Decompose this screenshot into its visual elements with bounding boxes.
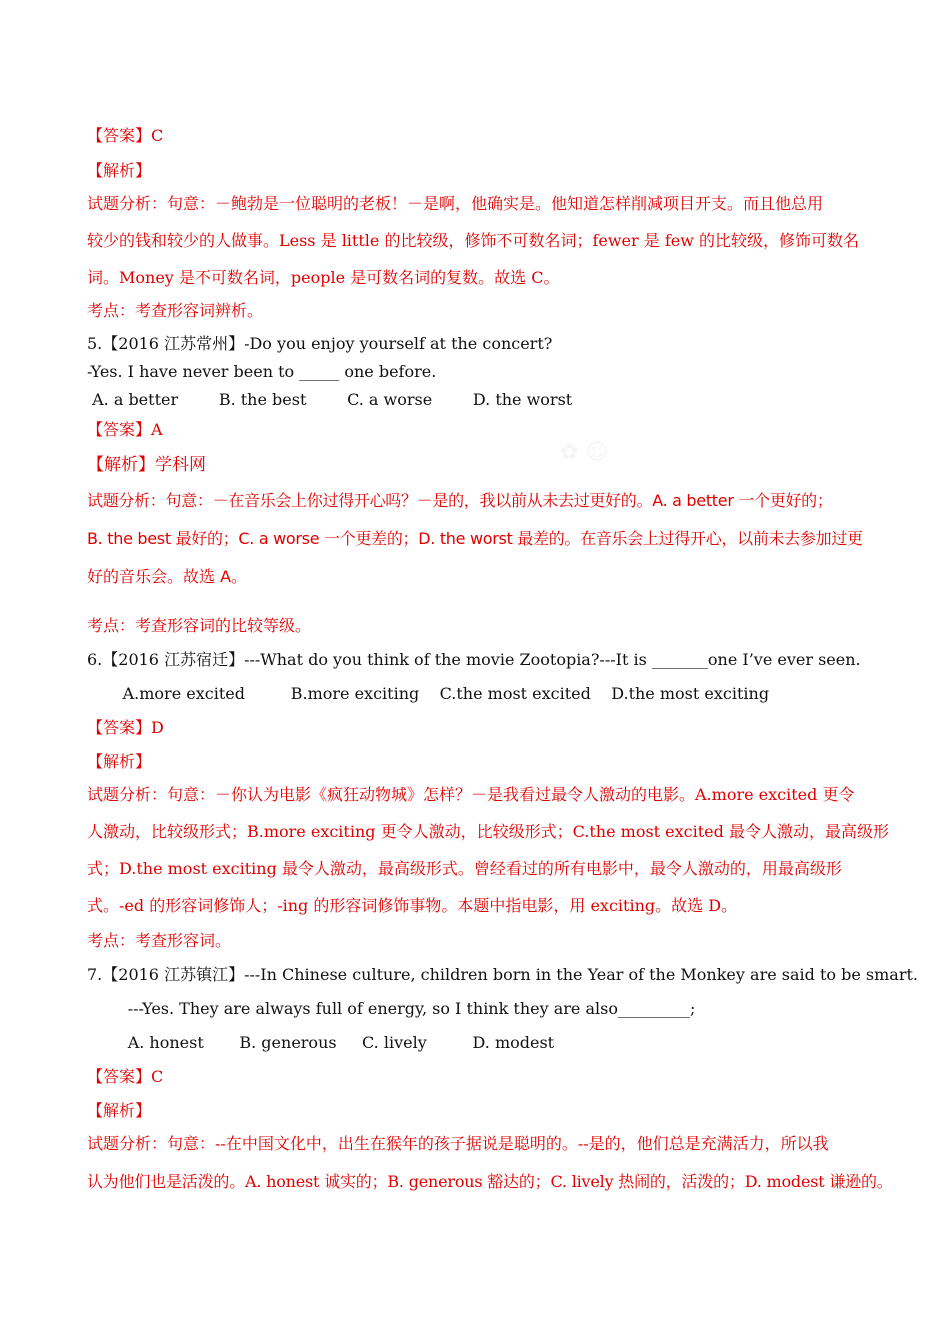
- question-7: 7.【2016 江苏镇江】---In Chinese culture, children born in the Year of the Monkey are said to be smart.: [87, 965, 918, 984]
- question-6: 6.【2016 江苏宿迁】---What do you think of the movie Zootopia?---It is _______one I’ve ever seen.: [87, 650, 861, 669]
- analysis-text: 式。-ed 的形容词修饰人；-ing 的形容词修饰事物。本题中指电影，用 exciting。故选 D。: [87, 896, 738, 915]
- question-5: 5.【2016 江苏常州】-Do you enjoy yourself at the concert?: [87, 334, 553, 353]
- question-7-options: A. honest B. generous C. lively D. modest: [87, 1033, 555, 1052]
- analysis-text: 好的音乐会。故选 A。: [87, 567, 248, 586]
- exam-point: 考点：考查形容词辨析。: [87, 301, 264, 320]
- analysis-text: 较少的钱和较少的人做事。Less 是 little 的比较级，修饰不可数名词；fewer 是 few 的比较级，修饰可数名: [87, 231, 860, 250]
- analysis-text: 人激动，比较级形式；B.more exciting 更令人激动，比较级形式；C.the most excited 最令人激动，最高级形: [87, 822, 889, 841]
- analysis-text: 认为他们也是活泼的。A. honest 诚实的；B. generous 豁达的；C. lively 热闹的，活泼的；D. modest 谦逊的。: [87, 1172, 893, 1191]
- analysis-text: 试题分析：句意：－你认为电影《疯狂动物城》怎样？－是我看过最令人激动的电影。A.more excited 更令: [87, 785, 855, 804]
- analysis-text: 试题分析：句意：--在中国文化中，出生在猴年的孩子据说是聪明的。--是的，他们总是充满活力，所以我: [87, 1134, 829, 1153]
- exam-point: 考点：考查形容词的比较等级。: [87, 616, 312, 635]
- answer-label: 【答案】D: [87, 718, 164, 737]
- analysis-text: 式；D.the most exciting 最令人激动，最高级形式。曾经看过的所有电影中，最令人激动的，用最高级形: [87, 859, 842, 878]
- answer-label: 【答案】A: [87, 420, 163, 439]
- analysis-text: 试题分析：句意：－在音乐会上你过得开心吗？－是的，我以前从未去过更好的。A. a better 一个更好的；: [87, 491, 833, 510]
- answer-label: 【答案】C: [87, 1067, 164, 1086]
- analysis-text: 词。Money 是不可数名词，people 是可数名词的复数。故选 C。: [87, 268, 560, 287]
- analysis-heading: 【解析】: [87, 752, 152, 771]
- answer-label: 【答案】C: [87, 126, 164, 145]
- watermark-logo: ✿ ☺: [560, 440, 609, 465]
- question-5-options: A. a better B. the best C. a worse D. the worst: [87, 390, 573, 409]
- question-6-options: A.more excited B.more exciting C.the most excited D.the most exciting: [87, 684, 770, 703]
- analysis-heading: 【解析】: [87, 1101, 152, 1120]
- analysis-text: B. the best 最好的；C. a worse 一个更差的；D. the worst 最差的。在音乐会上过得开心，以前未去参加过更: [87, 529, 863, 548]
- exam-point: 考点：考查形容词。: [87, 931, 232, 950]
- analysis-text: 试题分析：句意：－鲍勃是一位聪明的老板！－是啊，他确实是。他知道怎样削减项目开支。而且他总用: [87, 194, 824, 213]
- question-7-dialog: ---Yes. They are always full of energy, so I think they are also_________;: [87, 999, 696, 1018]
- question-5-dialog: -Yes. I have never been to _____ one before.: [87, 362, 437, 381]
- analysis-heading: 【解析】: [87, 161, 152, 180]
- analysis-heading: 【解析】学科网: [87, 455, 206, 475]
